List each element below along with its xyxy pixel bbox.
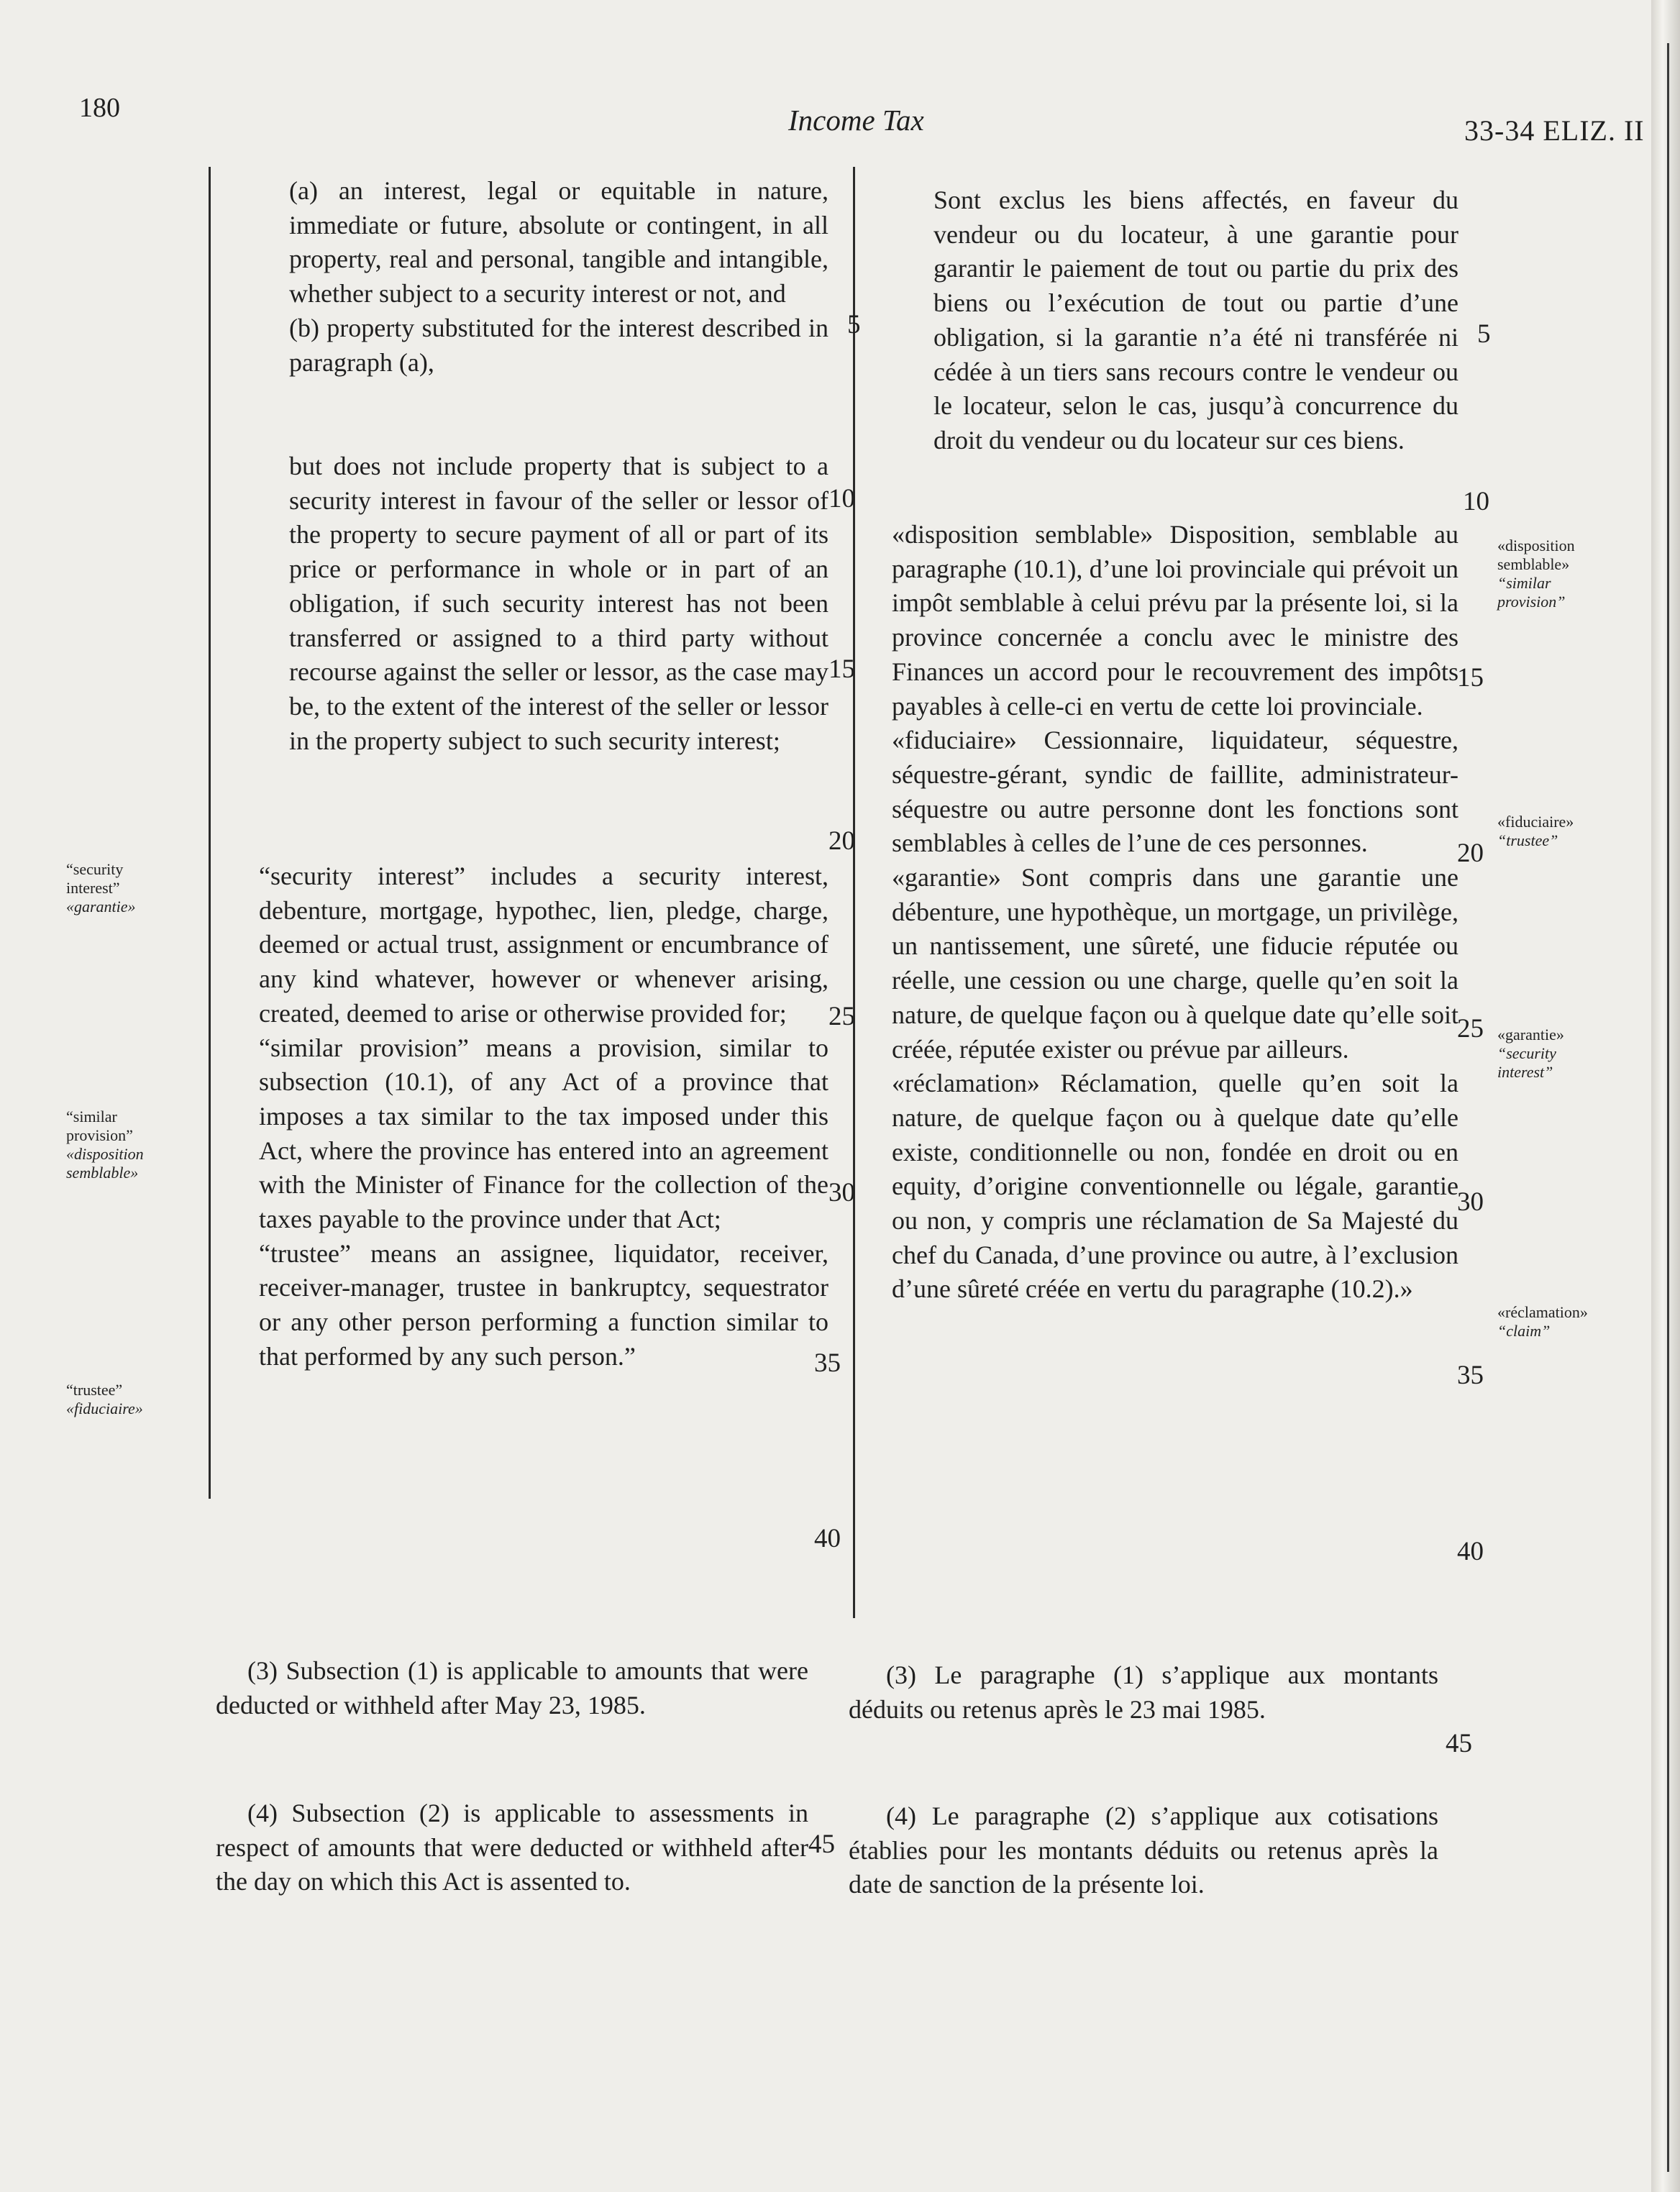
line-number-5-fr: 5 bbox=[1477, 319, 1491, 349]
line-number-40-en: 40 bbox=[814, 1524, 841, 1553]
def-fiduciaire: «fiduciaire» Cessionnaire, liquidateur, séquestre, séquestre-gérant, syndic de faillite, administrateur-séquestre ou autre personne dont les fonctions sont semblables à celles de l’une de ces personnes. bbox=[892, 726, 1458, 858]
bottom-english-3: (3) Subsection (1) is applicable to amounts that were deducted or withheld after May 23, 1985. bbox=[216, 1656, 808, 1720]
bottom-french-3: (3) Le paragraphe (1) s’applique aux montants déduits ou retenus après le 23 mai 1985. bbox=[849, 1661, 1438, 1724]
page-edge bbox=[1651, 0, 1680, 2192]
margin-note-garantie: «garantie» “security interest” bbox=[1497, 1026, 1564, 1081]
line-number-40-fr: 40 bbox=[1457, 1537, 1484, 1566]
line-number-30-fr: 30 bbox=[1457, 1187, 1484, 1217]
french-definitions bbox=[892, 518, 1458, 1307]
line-number-20-fr: 20 bbox=[1457, 839, 1484, 868]
but-clause: but does not include property that is subject to a security interest in favour of the seller or lessor of the property to secure payment of all or part of its price or performance in whole or in part of an obligation, if such security interest has not been transferred or assigned to a third party without recourse against the seller or lessor, as the case may be, to the extent of the interest of the seller or lessor in the property subject to such security interest; bbox=[289, 452, 828, 755]
english-but-clause bbox=[289, 449, 828, 758]
running-head-regnal-year: 33-34 ELIZ. II bbox=[1464, 114, 1645, 147]
page-number: 180 bbox=[79, 93, 120, 123]
english-definitions bbox=[259, 859, 828, 1374]
line-number-35-fr: 35 bbox=[1457, 1361, 1484, 1390]
running-head-title: Income Tax bbox=[788, 104, 924, 137]
def-similar-provision: “similar provision” means a provision, similar to subsection (10.1), of any Act of a province that imposes a tax similar to the tax imposed under this Act, where the province has entered into an agreement with the Minister of Finance for the collection of the taxes payable to the province under that Act; bbox=[259, 1033, 828, 1234]
margin-note-reclamation: «réclamation» “claim” bbox=[1497, 1303, 1588, 1340]
line-number-10-en: 10 bbox=[828, 484, 855, 513]
def-reclamation: «réclamation» Réclamation, quelle qu’en soit la nature, de quelque façon ou à quelque date qu’elle existe, conditionnelle ou non, fondée en droit ou en equity, d’origine conventionnelle ou légale, garantie ou non, y compris une réclamation de Sa Majesté du chef du Canada, d’une province ou autre, à l’exclusion d’une sûreté créée en vertu du paragraphe (10.2).» bbox=[892, 1069, 1458, 1304]
margin-note-trustee: “trustee” «fiduciaire» bbox=[66, 1381, 143, 1417]
line-number-45-en: 45 bbox=[808, 1830, 835, 1859]
left-column-rule bbox=[209, 167, 211, 1499]
margin-note-similar-provision: “similar provision” «disposition semblable» bbox=[66, 1108, 144, 1182]
english-column bbox=[289, 174, 828, 380]
line-number-45-fr: 45 bbox=[1446, 1729, 1472, 1758]
page-edge-line bbox=[1667, 43, 1669, 2172]
margin-note-disposition-semblable: «disposition semblable» “similar provision” bbox=[1497, 536, 1575, 611]
def-disposition-semblable: «disposition semblable» Disposition, semblable au paragraphe (10.1), d’une loi provinciale qui prévoit un impôt semblable à celui prévu par la présente loi, si la province concernée a conclu avec le ministre des Finances un accord pour le recouvrement des impôts payables à celle-ci en vertu de cette loi provinciale. bbox=[892, 520, 1458, 721]
bottom-english-4: (4) Subsection (2) is applicable to assessments in respect of amounts that were deducted or withheld after the day on which this Act is assented to. bbox=[216, 1799, 808, 1896]
def-garantie: «garantie» Sont compris dans une garantie une débenture, une hypothèque, un mortgage, un privilège, un nantissement, une sûreté, une fiducie réputée ou réelle, une cession ou une charge, quelle qu’en soit la nature, de quelque façon ou à quelque date qu’elle soit créée, réputée exister ou prévue par ailleurs. bbox=[892, 863, 1458, 1064]
def-security-interest: “security interest” includes a security interest, debenture, mortgage, hypothec, lien, pledge, charge, deemed or actual trust, assignment or encumbrance of any kind whatever, however or whenever arising, created, deemed to arise or otherwise provided for; bbox=[259, 862, 828, 1028]
exclusion-text: Sont exclus les biens affectés, en faveur du vendeur ou du locateur, à une garantie pour garantir le paiement de tout ou partie du prix des biens ou l’exécution de tout ou partie d’une obligation, si la garantie n’a été ni transférée ni cédée à un tiers sans recours contre le vendeur ou le locateur, selon le cas, jusqu’à concurrence du droit du vendeur ou du locateur sur ces biens. bbox=[933, 186, 1458, 455]
margin-note-security-interest: “security interest” «garantie» bbox=[66, 860, 136, 915]
center-column-rule bbox=[853, 167, 855, 1618]
def-trustee: “trustee” means an assignee, liquidator, receiver, receiver-manager, trustee in bankruptcy, sequestrator or any other person performing a function similar to that performed by any such person.” bbox=[259, 1238, 828, 1371]
line-number-15-en: 15 bbox=[828, 654, 855, 684]
para-b: (b) property substituted for the interest described in paragraph (a), bbox=[289, 313, 828, 377]
para-a: (a) an interest, legal or equitable in nature, immediate or future, absolute or contingent, in all property, real and personal, tangible and intangible, whether subject to a security interest or not, and bbox=[289, 176, 828, 309]
line-number-25-fr: 25 bbox=[1457, 1014, 1484, 1044]
line-number-15-fr: 15 bbox=[1457, 663, 1484, 693]
line-number-25-en: 25 bbox=[828, 1002, 855, 1031]
line-number-30-en: 30 bbox=[828, 1178, 855, 1207]
french-exclusion bbox=[933, 183, 1458, 458]
line-number-20-en: 20 bbox=[828, 826, 855, 856]
margin-note-fiduciaire: «fiduciaire» “trustee” bbox=[1497, 813, 1574, 849]
line-number-5-en: 5 bbox=[847, 310, 861, 339]
line-number-35-en: 35 bbox=[814, 1348, 841, 1378]
bottom-french-4: (4) Le paragraphe (2) s’applique aux cotisations établies pour les montants déduits ou retenus après la date de sanction de la présente loi. bbox=[849, 1801, 1438, 1899]
line-number-10-fr: 10 bbox=[1463, 487, 1489, 516]
